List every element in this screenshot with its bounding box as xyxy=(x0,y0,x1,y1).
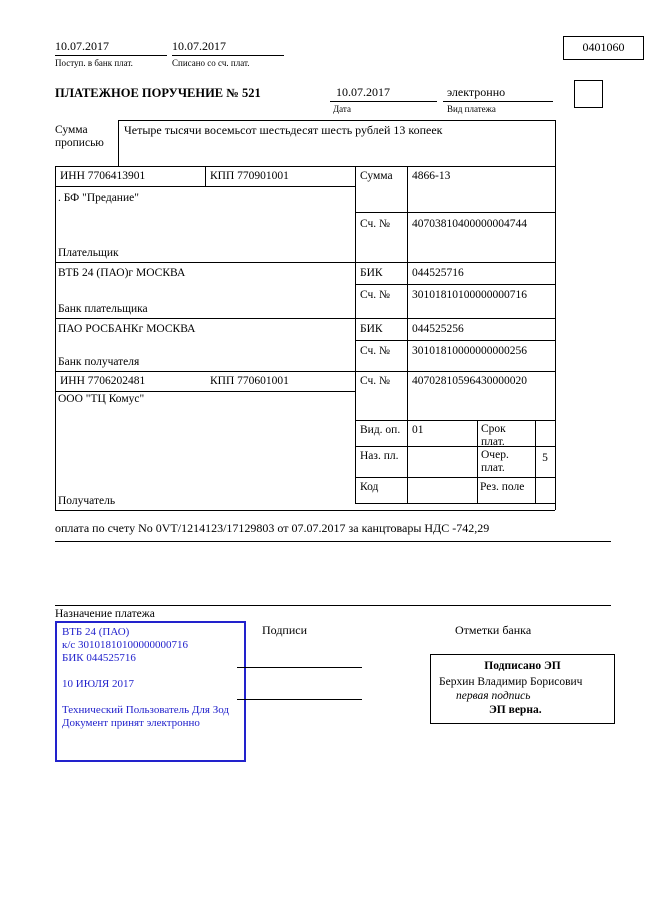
date-received-caption: Поступ. в банк плат. xyxy=(55,58,133,68)
payee-caption: Получатель xyxy=(58,495,116,507)
bank-marks-caption: Отметки банка xyxy=(455,623,532,637)
bank-stamp-accepted: Документ принят электронно xyxy=(62,717,200,729)
payer-inn: ИНН 7706413901 xyxy=(60,170,146,182)
bank-stamp-name: ВТБ 24 (ПАО) xyxy=(62,626,130,638)
payee-bank-account-value: 30101810000000000256 xyxy=(412,345,527,357)
amount-caption: Сумма xyxy=(360,170,393,182)
bank-stamp xyxy=(55,621,246,762)
amount-words-caption: Сумма прописью xyxy=(55,124,104,150)
grid-line xyxy=(55,186,355,187)
grid-line xyxy=(55,262,555,263)
grid-line xyxy=(407,166,408,503)
signature-stamp-signer: Берхин Владимир Борисович xyxy=(439,676,583,688)
grid-line xyxy=(55,166,555,167)
op-type-value: 01 xyxy=(412,424,424,436)
payer-account-caption: Сч. № xyxy=(360,218,391,230)
grid-line xyxy=(355,420,555,421)
grid-line xyxy=(118,120,555,121)
date-received: 10.07.2017 xyxy=(55,39,109,53)
payer-account-value: 40703810400000004744 xyxy=(412,218,527,230)
payee-account-value: 40702810596430000020 xyxy=(412,375,527,387)
grid-line xyxy=(205,166,206,186)
payee-bank-caption: Банк получателя xyxy=(58,356,140,368)
payee-name: ООО "ТЦ Комус" xyxy=(58,393,145,405)
grid-line xyxy=(477,420,478,503)
payment-type-value: электронно xyxy=(447,85,506,99)
signature-stamp-role: первая подпись xyxy=(456,690,531,702)
term-caption: Срок плат. xyxy=(481,423,506,449)
signature-stamp-title: Подписано ЭП xyxy=(484,660,561,672)
reserve-field-caption: Рез. поле xyxy=(480,481,525,493)
bank-stamp-corr-account: к/с 30101810100000000716 xyxy=(62,639,189,651)
payer-bank-caption: Банк плательщика xyxy=(58,303,148,315)
grid-line xyxy=(55,605,611,606)
grid-line xyxy=(355,503,555,504)
signature-stamp xyxy=(430,654,615,724)
signature-line xyxy=(237,667,362,668)
payee-inn: ИНН 7706202481 xyxy=(60,375,146,387)
bank-stamp-bik: БИК 044525716 xyxy=(62,652,136,664)
payee-kpp: КПП 770601001 xyxy=(210,375,289,387)
header-date-caption: Дата xyxy=(333,104,351,114)
grid-line xyxy=(55,371,555,372)
grid-line xyxy=(55,318,555,319)
payee-bank-account-caption: Сч. № xyxy=(360,345,391,357)
grid-line xyxy=(355,340,555,341)
amount-value: 4866-13 xyxy=(412,170,451,182)
grid-line xyxy=(55,541,611,542)
grid-line xyxy=(355,284,555,285)
grid-line xyxy=(443,101,553,102)
payment-purpose-caption: Назначение платежа xyxy=(55,608,155,620)
signature-stamp-validity: ЭП верна. xyxy=(489,704,542,716)
payee-bank-bik-caption: БИК xyxy=(360,323,383,335)
code-caption: Код xyxy=(360,481,379,493)
payer-name: . БФ "Предание" xyxy=(58,192,139,204)
grid-line xyxy=(355,477,555,478)
op-type-caption: Вид. оп. xyxy=(360,424,401,436)
grid-line xyxy=(355,166,356,503)
payer-bank-account-value: 30101810100000000716 xyxy=(412,289,527,301)
payee-bank-name: ПАО РОСБАНКг МОСКВА xyxy=(58,323,196,335)
bank-stamp-date: 10 ИЮЛЯ 2017 xyxy=(62,678,134,690)
signature-line xyxy=(237,699,362,700)
bank-stamp-user: Технический Пользователь Для Зод xyxy=(62,704,230,716)
priority-caption: Очер. плат. xyxy=(481,449,509,475)
amount-words-value: Четыре тысячи восемьсот шестьдесят шесть рублей 13 копеек xyxy=(124,123,443,137)
purpose-code-caption: Наз. пл. xyxy=(360,450,399,462)
payer-caption: Плательщик xyxy=(58,247,119,259)
payer-bank-bik-value: 044525716 xyxy=(412,267,464,279)
header-checkbox xyxy=(574,80,603,108)
header-date-value: 10.07.2017 xyxy=(336,85,390,99)
grid-line xyxy=(118,120,119,166)
payee-bank-bik-value: 044525256 xyxy=(412,323,464,335)
form-code-box: 0401060 xyxy=(563,36,644,60)
grid-line xyxy=(55,510,555,511)
payment-type-caption: Вид платежа xyxy=(447,104,496,114)
document-title: ПЛАТЕЖНОЕ ПОРУЧЕНИЕ № 521 xyxy=(55,86,261,100)
payee-account-caption: Сч. № xyxy=(360,375,391,387)
payment-purpose-text: оплата по счету No 0VT/1214123/17129803 от 07.07.2017 за канцтовары НДС -742,29 xyxy=(55,521,490,535)
grid-line xyxy=(172,55,284,56)
payer-bank-account-caption: Сч. № xyxy=(360,289,391,301)
priority-value: 5 xyxy=(542,452,548,464)
payer-bank-name: ВТБ 24 (ПАО)г МОСКВА xyxy=(58,267,186,279)
grid-line xyxy=(55,55,167,56)
grid-line xyxy=(330,101,437,102)
grid-line xyxy=(55,166,56,510)
payer-bank-bik-caption: БИК xyxy=(360,267,383,279)
grid-line xyxy=(355,212,555,213)
payer-kpp: КПП 770901001 xyxy=(210,170,289,182)
grid-line xyxy=(555,120,556,510)
grid-line xyxy=(55,391,355,392)
date-debited-caption: Списано со сч. плат. xyxy=(172,58,250,68)
signatures-caption: Подписи xyxy=(262,623,308,637)
date-debited: 10.07.2017 xyxy=(172,39,226,53)
